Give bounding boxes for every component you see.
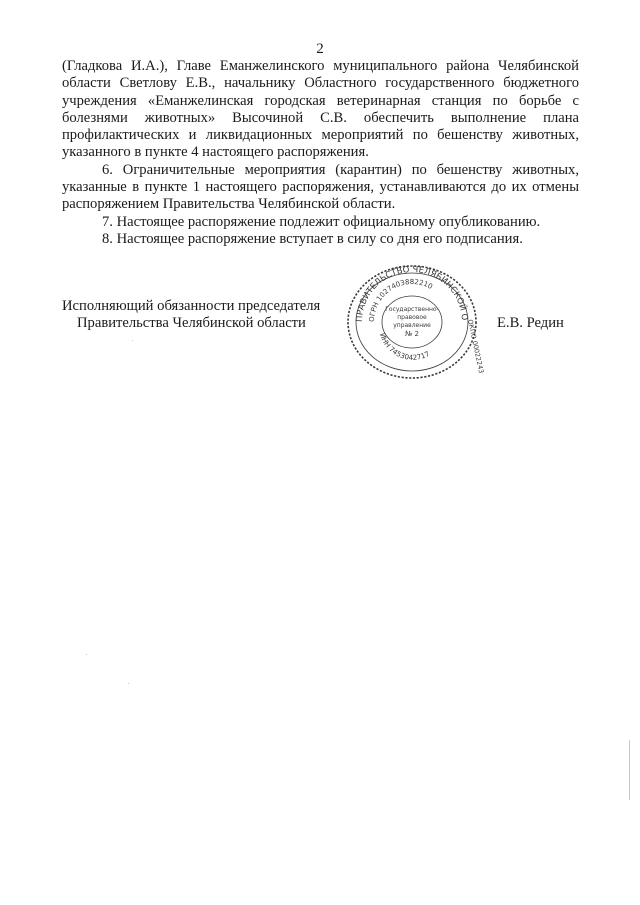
signature-position-line1: Исполняющий обязанности председателя bbox=[62, 298, 321, 314]
signature-position bbox=[62, 298, 352, 333]
paragraph-item-8: 8. Настоящее распоряжение вступает в силу со дня его подписания. bbox=[102, 230, 523, 247]
scan-speck bbox=[132, 340, 133, 341]
stamp-center-line2: правовое bbox=[397, 314, 427, 321]
stamp-center-line3: управление bbox=[393, 322, 431, 329]
signer-name: Е.В. Редин bbox=[497, 315, 564, 331]
signature-position-line2: Правительства Челябинской области bbox=[77, 315, 306, 332]
document-body bbox=[62, 58, 579, 248]
paragraph-continuation: (Гладкова И.А.), Главе Еманжелинского муниципального района Челябинской области Светлову Е.В., начальнику Областного государственного бюджетного учреждения «Еманжелинская городская ветеринарная станция по борьбе с болезнями животных» Высочиной С.В. обеспечить выполнение плана профилактических и ликвидационных мероприятий по бешенству животных, указанного в пункте 4 настоящего распоряжения. bbox=[62, 58, 579, 161]
scan-speck bbox=[86, 654, 87, 655]
stamp-outer-text: ПРАВИТЕЛЬСТВО ЧЕЛЯБИНСКОЙ О bbox=[354, 264, 470, 323]
paragraph-item-6: 6. Ограничительные мероприятия (карантин) по бешенству животных, указанные в пункте 1 настоящего распоряжения, устанавливаются до их отмены распоряжением Правительства Челябинской области. bbox=[62, 161, 579, 213]
stamp-okpo: ОКПО 00022243 bbox=[466, 318, 485, 375]
page-number: 2 bbox=[316, 41, 324, 57]
stamp-ogrn: ОГРН 1027403882210 bbox=[367, 277, 434, 323]
stamp-center-line1: Государственно- bbox=[385, 306, 439, 313]
stamp-inn: ИНН 7453042717 bbox=[377, 332, 431, 362]
stamp-center-line4: № 2 bbox=[405, 330, 419, 338]
official-stamp bbox=[340, 262, 485, 382]
stamp-seal-graphic bbox=[340, 262, 485, 382]
paragraph-item-7: 7. Настоящее распоряжение подлежит официальному опубликованию. bbox=[102, 213, 541, 230]
scan-artifact-line bbox=[629, 740, 630, 800]
scan-speck bbox=[128, 683, 129, 684]
